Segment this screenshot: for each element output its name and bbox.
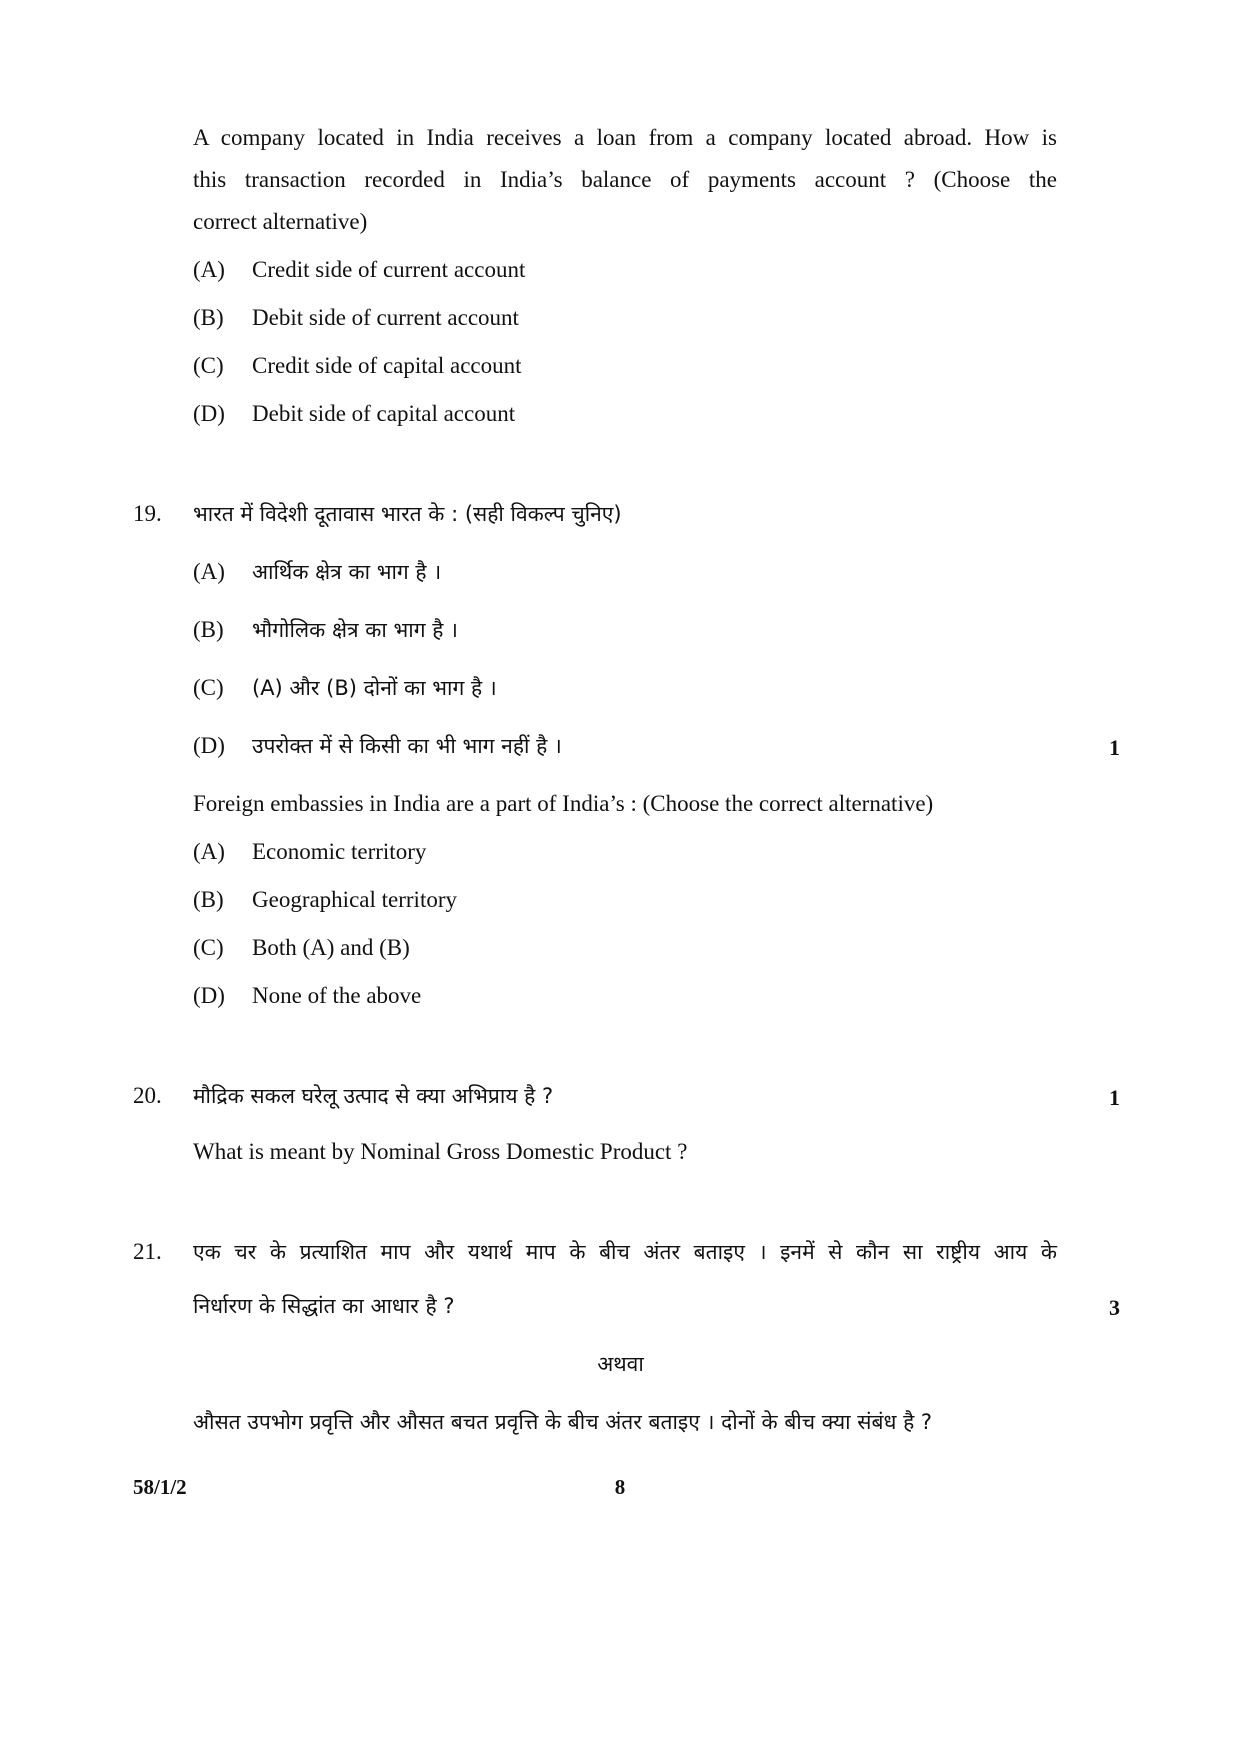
q19-english-option-d-text: None of the above xyxy=(252,983,422,1008)
q20-english-stem: What is meant by Nominal Gross Domestic Product ? xyxy=(193,1139,688,1164)
q19-number: 19. xyxy=(133,501,162,526)
q18-option-d-label: (D) xyxy=(193,401,225,426)
q19-hindi-stem: भारत में विदेशी दूतावास भारत के : (सही विकल्प चुनिए) xyxy=(193,502,622,526)
q19-hindi-option-c-label: (C) xyxy=(193,675,224,700)
q21-or-text: औसत उपभोग प्रवृत्ति और औसत बचत प्रवृत्ति के बीच अंतर बताइए । दोनों के बीच क्या संबंध है ? xyxy=(193,1410,933,1434)
page-number: 8 xyxy=(614,1475,626,1499)
q18-option-b-label: (B) xyxy=(193,305,224,330)
q21-hindi-line-1: एक चर के प्रत्याशित माप और यथार्थ माप के बीच अंतर बताइए । इनमें से कौन सा राष्ट्रीय आय के xyxy=(193,1240,1057,1264)
q18-option-a-text: Credit side of current account xyxy=(252,257,526,282)
q19-english-stem: Foreign embassies in India are a part of India’s : (Choose the correct alternative) xyxy=(193,791,934,816)
q19-english-option-b-label: (B) xyxy=(193,887,224,912)
q19-english-option-b-text: Geographical territory xyxy=(252,887,457,912)
q19-english-option-a-text: Economic territory xyxy=(252,839,427,864)
q19-hindi-option-c-text: (A) और (B) दोनों का भाग है । xyxy=(252,676,497,700)
q21-number: 21. xyxy=(133,1239,162,1264)
q19-hindi-option-a-text: आर्थिक क्षेत्र का भाग है । xyxy=(252,560,442,584)
q19-hindi-option-d-text: उपरोक्त में से किसी का भी भाग नहीं है । xyxy=(252,734,562,758)
paper-code: 58/1/2 xyxy=(133,1475,187,1499)
q20-number: 20. xyxy=(133,1083,162,1108)
q19-english-option-d-label: (D) xyxy=(193,983,225,1008)
q21-or-label: अथवा xyxy=(597,1352,644,1376)
q18-option-c-label: (C) xyxy=(193,353,224,378)
q20-hindi-stem: मौद्रिक सकल घरेलू उत्पाद से क्या अभिप्राय है ? xyxy=(193,1084,554,1108)
q19-hindi-option-d-label: (D) xyxy=(193,733,225,758)
q18-option-b-text: Debit side of current account xyxy=(252,305,519,330)
q21-hindi-line-2: निर्धारण के सिद्धांत का आधार है ? xyxy=(193,1294,455,1318)
q19-hindi-option-a-label: (A) xyxy=(193,559,225,584)
q18-stem-line-1: A company located in India receives a loan from a company located abroad. How is xyxy=(193,125,1057,150)
q18-option-d-text: Debit side of capital account xyxy=(252,401,516,426)
q19-english-option-a-label: (A) xyxy=(193,839,225,864)
q20-marks: 1 xyxy=(1109,1085,1120,1110)
q19-english-option-c-text: Both (A) and (B) xyxy=(252,935,410,960)
q21-marks: 3 xyxy=(1109,1295,1120,1320)
q18-stem-line-3: correct alternative) xyxy=(193,209,368,234)
q18-option-a-label: (A) xyxy=(193,257,225,282)
q18-stem-line-2: this transaction recorded in India’s balance of payments account ? (Choose the xyxy=(193,167,1057,192)
q18-option-c-text: Credit side of capital account xyxy=(252,353,522,378)
q19-hindi-option-b-text: भौगोलिक क्षेत्र का भाग है । xyxy=(252,618,458,642)
q19-hindi-option-b-label: (B) xyxy=(193,617,224,642)
q19-english-option-c-label: (C) xyxy=(193,935,224,960)
q19-marks: 1 xyxy=(1109,735,1120,760)
